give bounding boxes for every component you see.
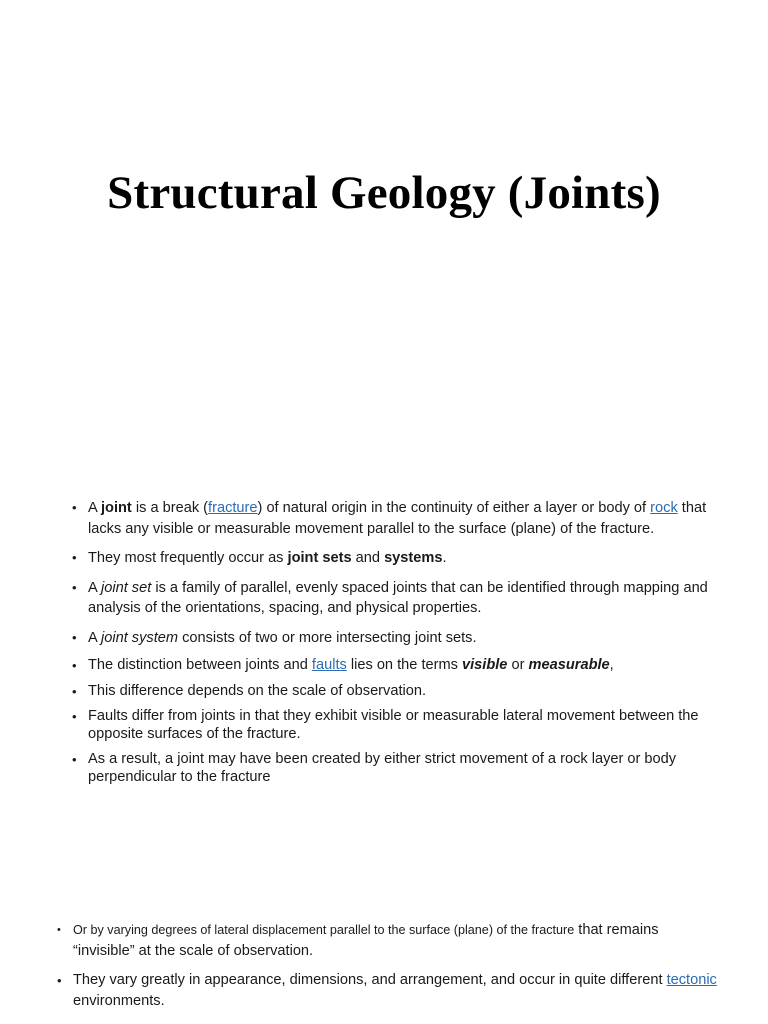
bullet-as-a-result: • As a result, a joint may have been created by either strict movement of a rock layer or body perpendicular to the fracture	[72, 751, 720, 786]
bullet-joint-system-definition: • A joint system consists of two or more intersecting joint sets.	[72, 628, 720, 649]
term-joint-sets: joint sets	[287, 550, 352, 566]
term-visible: visible	[462, 657, 508, 673]
bullet-distinction: • The distinction between joints and faults lies on the terms visible or measurable,	[72, 657, 720, 675]
bullet-joint-sets: • They most frequently occur as joint sets and systems.	[72, 548, 720, 569]
term-measurable: measurable	[528, 657, 610, 673]
rock-link[interactable]: rock	[650, 500, 678, 516]
bullet-joint-set-definition: • A joint set is a family of parallel, evenly spaced joints that can be identified through mapping and analysis of the orientations, spacing, and physical properties.	[72, 578, 720, 619]
faults-link[interactable]: faults	[311, 657, 347, 673]
bullet-list	[72, 498, 720, 794]
tectonic-link[interactable]: tectonic	[666, 972, 717, 988]
term-joint: joint	[100, 500, 132, 516]
term-joint-set: joint set	[100, 579, 152, 596]
page-title: Structural Geology (Joints)	[107, 167, 661, 219]
term-joint-system: joint system	[100, 629, 179, 646]
bullet-scale: • This difference depends on the scale of observation.	[72, 683, 720, 701]
bullet-faults-differ: • Faults differ from joints in that they exhibit visible or measurable lateral movement between the opposite surfaces of the fracture.	[72, 708, 720, 743]
bullet-vary-greatly: • They vary greatly in appearance, dimensions, and arrangement, and occur in quite different tectonic environments.	[57, 970, 717, 1012]
fracture-link[interactable]: fracture	[208, 500, 258, 516]
bullet-list-secondary	[57, 920, 717, 1020]
bullet-joint-definition: • A joint is a break (fracture) of natural origin in the continuity of either a layer or body of rock that lacks any visible or measurable movement parallel to the surface (plane) of the fracture.	[72, 498, 720, 539]
bullet-lateral-displacement: • Or by varying degrees of lateral displacement parallel to the surface (plane) of the fracture that remains “invisible” at the scale of observation.	[57, 920, 717, 962]
term-systems: systems	[384, 550, 443, 566]
